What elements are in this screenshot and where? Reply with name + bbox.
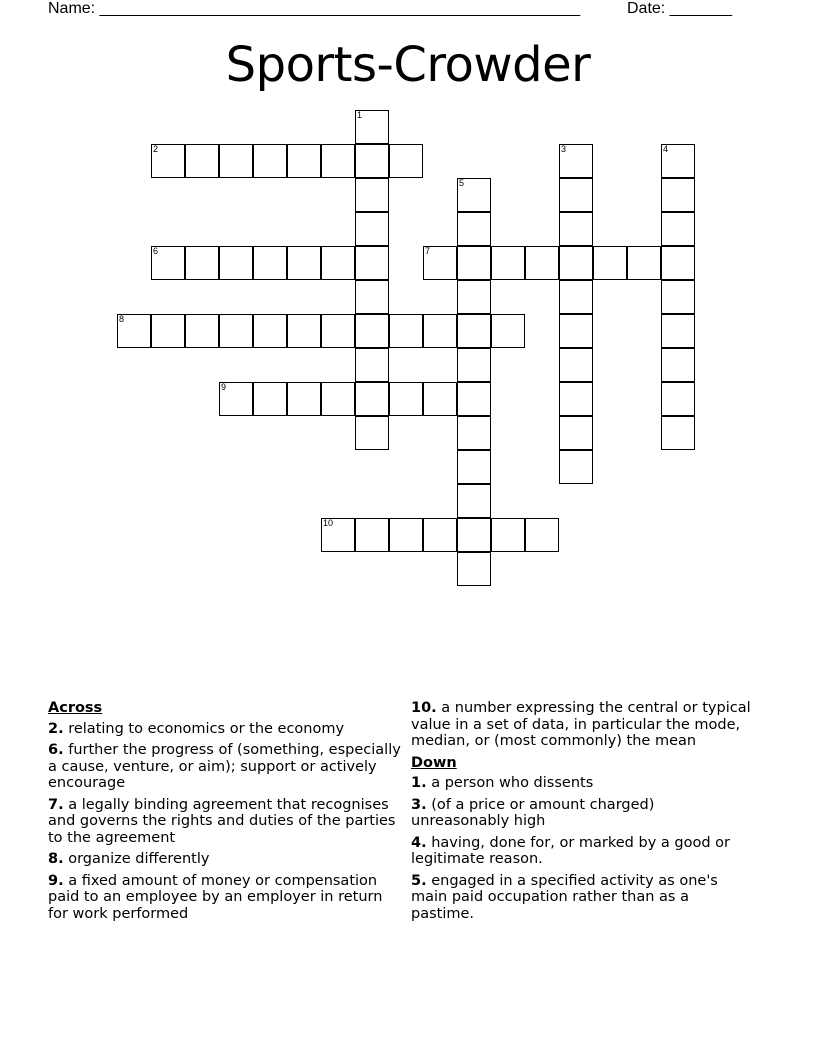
grid-cell[interactable] xyxy=(661,212,695,246)
cell-number: 5 xyxy=(459,178,465,188)
grid-cell[interactable] xyxy=(457,450,491,484)
cell-number: 3 xyxy=(561,144,567,154)
grid-cell[interactable] xyxy=(219,314,253,348)
across-clue xyxy=(48,797,404,847)
grid-cell[interactable] xyxy=(491,246,525,280)
grid-cell[interactable] xyxy=(559,246,593,280)
grid-cell[interactable] xyxy=(457,552,491,586)
grid-cell[interactable] xyxy=(253,314,287,348)
grid-cell[interactable] xyxy=(355,280,389,314)
grid-cell[interactable] xyxy=(457,280,491,314)
grid-cell[interactable] xyxy=(355,314,389,348)
grid-cell[interactable] xyxy=(321,518,355,552)
grid-cell[interactable] xyxy=(423,246,457,280)
clue-text: engaged in a specified activity as one's main paid occupation rather than as a pastime. xyxy=(411,872,718,922)
grid-cell[interactable] xyxy=(253,382,287,416)
cell-number: 8 xyxy=(119,314,125,324)
clue-text: relating to economics or the economy xyxy=(68,720,345,737)
cell-number: 7 xyxy=(425,246,431,256)
grid-cell[interactable] xyxy=(457,246,491,280)
grid-cell[interactable] xyxy=(661,416,695,450)
grid-cell[interactable] xyxy=(151,144,185,178)
grid-cell[interactable] xyxy=(457,212,491,246)
grid-cell[interactable] xyxy=(559,450,593,484)
clue-text: (of a price or amount charged) unreasonably high xyxy=(411,796,655,829)
clue-number: 1. xyxy=(411,775,427,791)
name-line: Name: ______________________________________________________ xyxy=(48,0,581,17)
grid-cell[interactable] xyxy=(355,212,389,246)
grid-cell[interactable] xyxy=(423,382,457,416)
grid-cell[interactable] xyxy=(389,314,423,348)
grid-cell[interactable] xyxy=(559,416,593,450)
grid-cell[interactable] xyxy=(457,484,491,518)
date-line: Date: _______ xyxy=(627,0,732,17)
clue-number: 10. xyxy=(411,700,437,716)
grid-cell[interactable] xyxy=(593,246,627,280)
down-clue xyxy=(411,873,756,923)
grid-cell[interactable] xyxy=(457,382,491,416)
grid-cell[interactable] xyxy=(525,518,559,552)
grid-cell[interactable] xyxy=(151,246,185,280)
grid-cell[interactable] xyxy=(627,246,661,280)
grid-cell[interactable] xyxy=(253,246,287,280)
grid-cell[interactable] xyxy=(457,416,491,450)
grid-cell[interactable] xyxy=(559,178,593,212)
grid-cell[interactable] xyxy=(287,144,321,178)
grid-cell[interactable] xyxy=(355,518,389,552)
grid-cell[interactable] xyxy=(491,518,525,552)
clue-number: 7. xyxy=(48,796,64,813)
down-heading: Down xyxy=(411,754,457,771)
grid-cell[interactable] xyxy=(253,144,287,178)
grid-cell[interactable] xyxy=(559,280,593,314)
cell-number: 9 xyxy=(221,382,227,392)
grid-cell[interactable] xyxy=(559,314,593,348)
grid-cell[interactable] xyxy=(525,246,559,280)
grid-cell[interactable] xyxy=(389,518,423,552)
grid-cell[interactable] xyxy=(185,314,219,348)
grid-cell[interactable] xyxy=(355,382,389,416)
across-clue xyxy=(48,851,404,868)
clue-text: a legally binding agreement that recognises and governs the rights and duties of the parties to the agreement xyxy=(48,796,396,846)
grid-cell[interactable] xyxy=(661,314,695,348)
grid-cell[interactable] xyxy=(559,348,593,382)
grid-cell[interactable] xyxy=(423,314,457,348)
grid-cell[interactable] xyxy=(423,518,457,552)
grid-cell[interactable] xyxy=(661,348,695,382)
grid-cell[interactable] xyxy=(219,246,253,280)
across-clue xyxy=(48,873,404,923)
grid-cell[interactable] xyxy=(457,314,491,348)
cell-number: 1 xyxy=(357,110,363,120)
grid-cell[interactable] xyxy=(287,382,321,416)
grid-cell[interactable] xyxy=(355,144,389,178)
grid-cell[interactable] xyxy=(661,144,695,178)
grid-cell[interactable] xyxy=(321,246,355,280)
grid-cell[interactable] xyxy=(559,382,593,416)
clue-text: a fixed amount of money or compensation paid to an employee by an employer in return for work performed xyxy=(48,872,383,922)
grid-cell[interactable] xyxy=(321,382,355,416)
puzzle-title: Sports-Crowder xyxy=(225,37,591,93)
clue-number: 4. xyxy=(411,834,427,851)
grid-cell[interactable] xyxy=(355,178,389,212)
clue-text: a person who dissents xyxy=(431,775,594,791)
clue-number: 2. xyxy=(48,720,64,737)
down-clue xyxy=(411,835,756,868)
grid-cell[interactable] xyxy=(287,314,321,348)
grid-cell[interactable] xyxy=(219,382,253,416)
clue-number: 6. xyxy=(48,742,64,758)
down-clue xyxy=(411,797,756,830)
grid-cell[interactable] xyxy=(321,144,355,178)
cell-number: 6 xyxy=(153,246,159,256)
grid-cell[interactable] xyxy=(117,314,151,348)
cell-number: 2 xyxy=(153,144,159,154)
grid-cell[interactable] xyxy=(559,144,593,178)
grid-cell[interactable] xyxy=(661,280,695,314)
across-clue xyxy=(48,721,404,738)
grid-cell[interactable] xyxy=(457,518,491,552)
grid-cell[interactable] xyxy=(355,348,389,382)
grid-cell[interactable] xyxy=(355,416,389,450)
grid-cell[interactable] xyxy=(219,144,253,178)
across-clue xyxy=(48,742,404,792)
clue-text: organize differently xyxy=(68,851,210,867)
cell-number: 4 xyxy=(663,144,669,154)
clue-number: 3. xyxy=(411,796,427,813)
cell-number: 10 xyxy=(323,518,334,528)
grid-cell[interactable] xyxy=(559,212,593,246)
grid-cell[interactable] xyxy=(321,314,355,348)
clues-left-column xyxy=(48,700,404,927)
clue-text: a number expressing the central or typical value in a set of data, in particular the mode, median, or (most commonly) the mean xyxy=(411,700,751,749)
across-heading: Across xyxy=(48,700,103,716)
grid-cell[interactable] xyxy=(389,144,423,178)
grid-cell[interactable] xyxy=(389,382,423,416)
grid-cell[interactable] xyxy=(661,178,695,212)
clue-number: 5. xyxy=(411,872,427,889)
grid-cell[interactable] xyxy=(491,314,525,348)
across-clue xyxy=(411,700,756,750)
grid-cell[interactable] xyxy=(457,348,491,382)
clues-right-column xyxy=(411,700,756,927)
clue-number: 8. xyxy=(48,851,64,867)
clue-text: further the progress of (something, especially a cause, venture, or aim); support or actively encourage xyxy=(48,742,401,791)
grid-cell[interactable] xyxy=(355,110,389,144)
down-clue xyxy=(411,775,756,792)
grid-cell[interactable] xyxy=(661,382,695,416)
clue-text: having, done for, or marked by a good or legitimate reason. xyxy=(411,834,730,867)
grid-cell[interactable] xyxy=(185,246,219,280)
grid-cell[interactable] xyxy=(287,246,321,280)
clue-number: 9. xyxy=(48,872,64,889)
grid-cell[interactable] xyxy=(457,178,491,212)
grid-cell[interactable] xyxy=(355,246,389,280)
grid-cell[interactable] xyxy=(185,144,219,178)
grid-cell[interactable] xyxy=(151,314,185,348)
grid-cell[interactable] xyxy=(661,246,695,280)
